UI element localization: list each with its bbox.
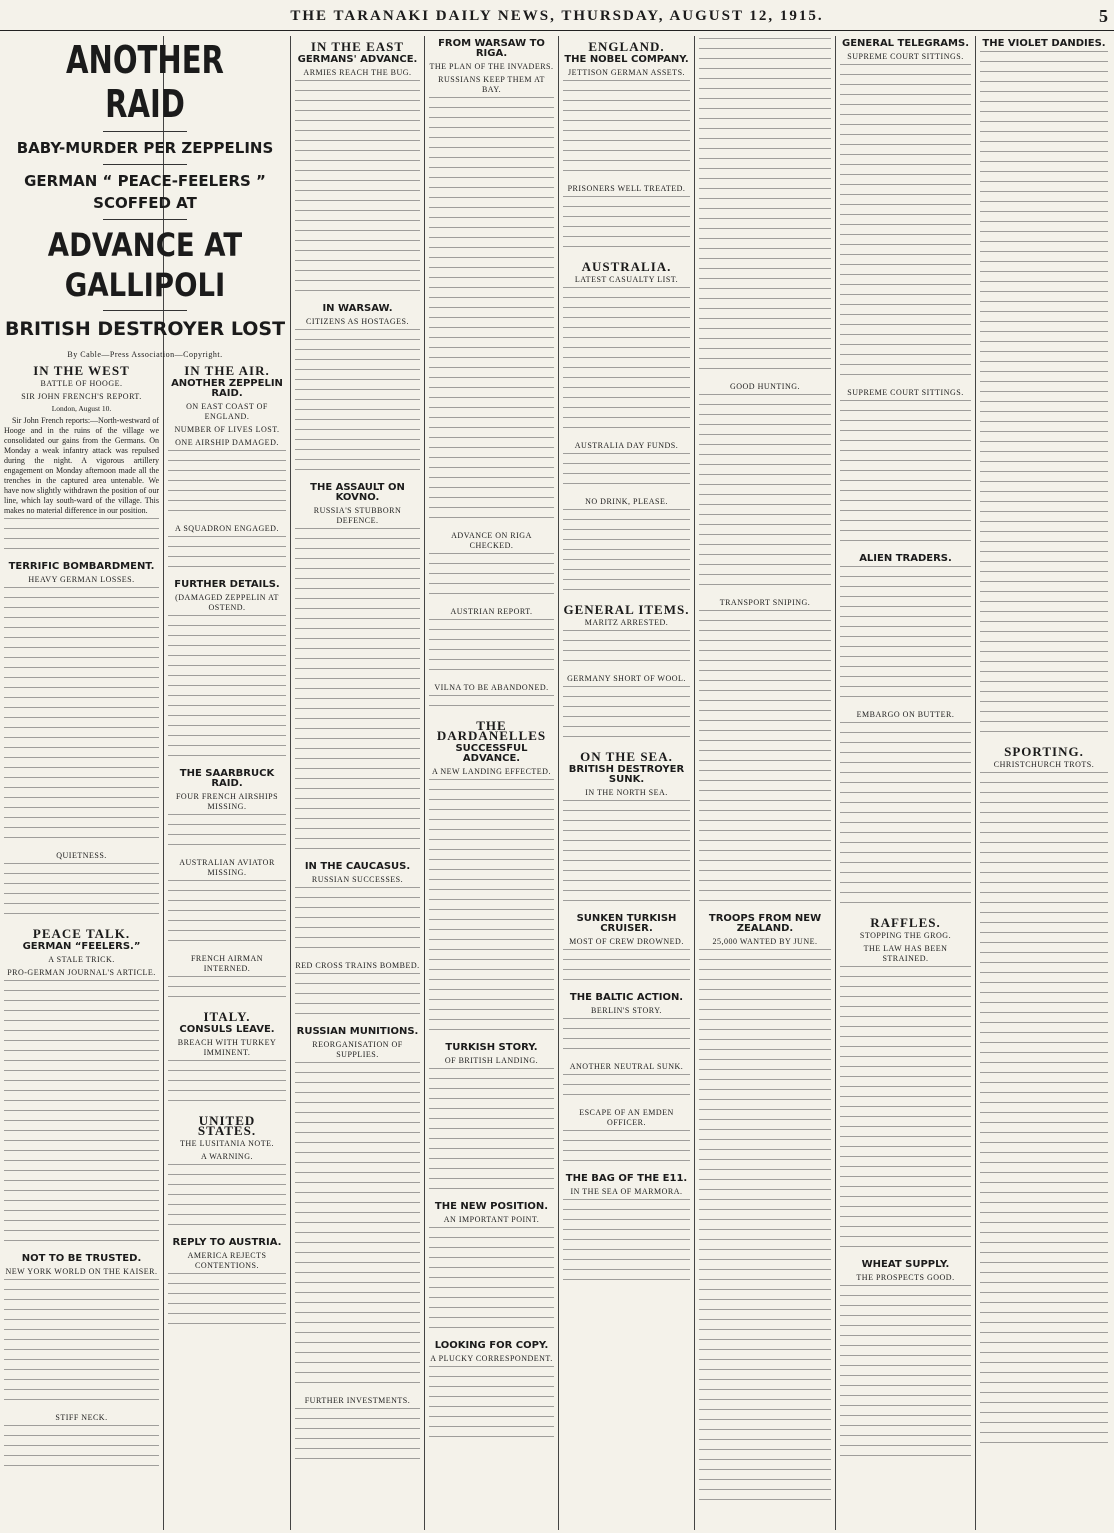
section-in-the-west: IN THE WEST: [33, 363, 130, 378]
sub-embargo: EMBARGO ON BUTTER.: [856, 710, 955, 719]
sub-wheat-supply: WHEAT SUPPLY.: [861, 1259, 950, 1270]
sub-heavy-losses: HEAVY GERMAN LOSSES.: [28, 575, 135, 584]
column-3: [295, 36, 420, 1530]
masthead: [0, 4, 1114, 31]
headline-sub-4: BRITISH DESTROYER LOST: [4, 318, 286, 340]
sub-successful: SUCCESSFUL ADVANCE.: [455, 743, 528, 764]
column-7: [840, 36, 971, 1530]
sub-not-trusted: NOT TO BE TRUSTED.: [21, 1253, 142, 1264]
sub-north-sea: IN THE NORTH SEA.: [585, 788, 668, 797]
credit-line: By Cable—Press Association—Copyright.: [67, 350, 223, 359]
sub-warsaw-riga: FROM WARSAW TO RIGA.: [438, 38, 545, 59]
column-6: [699, 36, 831, 1530]
sub-neutral: ANOTHER NEUTRAL SUNK.: [569, 1062, 684, 1071]
sub-lusitania: THE LUSITANIA NOTE.: [180, 1139, 274, 1148]
sub-caucasus: IN THE CAUCASUS.: [304, 861, 411, 872]
sub-troops-nz: TROOPS FROM NEW ZEALAND.: [708, 913, 822, 934]
column-4: [429, 36, 554, 1530]
section-in-the-air: IN THE AIR.: [184, 363, 270, 378]
sub-reorganisation: REORGANISATION OF SUPPLIES.: [312, 1040, 403, 1059]
sub-russian-successes: RUSSIAN SUCCESSES.: [311, 875, 404, 884]
sub-funds: AUSTRALIA DAY FUNDS.: [574, 441, 679, 450]
column-rule: [558, 36, 559, 1530]
sub-baltic: THE BALTIC ACTION.: [569, 992, 684, 1003]
sub-new-position: THE NEW POSITION.: [434, 1201, 549, 1212]
sub-general-telegrams: GENERAL TELEGRAMS.: [842, 38, 969, 49]
sub-supreme-court-2: SUPREME COURT SITTINGS.: [847, 388, 964, 397]
sub-vilna: VILNA TO BE ABANDONED.: [434, 683, 549, 692]
sub-saarbruck: THE SAARBRUCK RAID.: [179, 768, 275, 789]
sub-grog: STOPPING THE GROG.: [859, 931, 952, 940]
sub-french: SIR JOHN FRENCH'S REPORT.: [21, 392, 142, 401]
sub-emden: ESCAPE OF AN EMDEN OFFICER.: [579, 1108, 674, 1127]
sub-four-airships: FOUR FRENCH AIRSHIPS MISSING.: [175, 792, 279, 811]
sub-squadron: A SQUADRON ENGAGED.: [175, 524, 279, 533]
sub-transport-sniping: TRANSPORT SNIPING.: [719, 598, 811, 607]
section-in-the-east: IN THE EAST: [310, 39, 405, 54]
sub-consuls: CONSULS LEAVE.: [179, 1024, 275, 1035]
sub-zeppelin-raid: ANOTHER ZEPPELIN RAID.: [171, 378, 283, 399]
sub-prospects: THE PROSPECTS GOOD.: [856, 1273, 955, 1282]
headline-sub-3: ADVANCE AT GALLIPOLI: [47, 226, 243, 304]
sub-looking-copy: LOOKING FOR COPY.: [434, 1340, 549, 1351]
sub-british-landing: OF BRITISH LANDING.: [444, 1056, 539, 1065]
sub-germans-advance: GERMANS' ADVANCE.: [297, 54, 418, 65]
sub-kovno: THE ASSAULT ON KOVNO.: [310, 482, 405, 503]
sub-supreme-court: SUPREME COURT SITTINGS.: [847, 52, 964, 61]
sub-airship-damaged: ONE AIRSHIP DAMAGED.: [175, 438, 279, 447]
section-england: ENGLAND.: [588, 39, 665, 54]
sub-pro-german: PRO-GERMAN JOURNAL'S ARTICLE.: [7, 968, 156, 977]
sub-important: AN IMPORTANT POINT.: [443, 1215, 540, 1224]
column-rule: [694, 36, 695, 1530]
sub-east-coast: ON EAST COAST OF ENGLAND.: [186, 402, 268, 421]
section-peace-talk: PEACE TALK.: [32, 926, 131, 941]
sub-breach: BREACH WITH TURKEY IMMINENT.: [177, 1038, 277, 1057]
section-australia: AUSTRALIA.: [581, 259, 672, 274]
dateline: London, August 10.: [51, 404, 112, 413]
column-rule: [290, 36, 291, 1530]
sub-red-cross: RED CROSS TRAINS BOMBED.: [295, 961, 420, 970]
sub-crew-drowned: MOST OF CREW DROWNED.: [569, 937, 684, 946]
section-general-items: GENERAL ITEMS.: [563, 602, 690, 617]
sub-good-hunting: GOOD HUNTING.: [729, 382, 801, 391]
section-sporting: SPORTING.: [1004, 744, 1084, 759]
sub-turkish-story: TURKISH STORY.: [445, 1042, 538, 1053]
sub-in-warsaw: IN WARSAW.: [322, 303, 393, 314]
section-united-states: UNITED STATES.: [197, 1113, 257, 1138]
sub-aussie-aviator: AUSTRALIAN AVIATOR MISSING.: [179, 858, 275, 877]
sub-turkish-cruiser: SUNKEN TURKISH CRUISER.: [576, 913, 677, 934]
sub-hooge: BATTLE OF HOOGE.: [40, 379, 123, 388]
sub-terrific: TERRIFIC BOMBARDMENT.: [8, 561, 155, 572]
sub-quietness: QUIETNESS.: [56, 851, 107, 860]
page-number: 5: [1099, 6, 1108, 26]
sub-wool: GERMANY SHORT OF WOOL.: [567, 674, 686, 683]
sub-munitions: RUSSIAN MUNITIONS.: [296, 1026, 419, 1037]
sub-airman-interned: FRENCH AIRMAN INTERNED.: [190, 954, 264, 973]
sub-casualty: LATEST CASUALTY LIST.: [574, 275, 679, 284]
column-1: [4, 360, 159, 1530]
sub-maritz: MARITZ ARRESTED.: [584, 618, 669, 627]
sub-christchurch-trots: CHRISTCHURCH TROTS.: [993, 760, 1095, 769]
column-rule: [424, 36, 425, 1530]
sub-austrian: AUSTRIAN REPORT.: [450, 607, 533, 616]
headline-sub-1: BABY-MURDER PER ZEPPELINS: [16, 139, 274, 157]
sub-rejects: AMERICA REJECTS CONTENTIONS.: [187, 1251, 267, 1270]
section-on-the-sea: ON THE SEA.: [580, 749, 673, 764]
sub-new-landing: A NEW LANDING EFFECTED.: [432, 767, 551, 776]
column-5: [563, 36, 690, 1530]
sub-stubborn: RUSSIA'S STUBBORN DEFENCE.: [313, 506, 402, 525]
sub-violet-dandies: THE VIOLET DANDIES.: [982, 38, 1106, 49]
sub-ny-world: NEW YORK WORLD ON THE KAISER.: [5, 1267, 158, 1276]
sub-bag-e11: THE BAG OF THE E11.: [565, 1173, 688, 1184]
sub-jettison: JETTISON GERMAN ASSETS.: [567, 68, 686, 77]
sub-reach-bug: ARMIES REACH THE BUG.: [303, 68, 412, 77]
sub-berlin: BERLIN'S STORY.: [591, 1006, 662, 1015]
sub-law-strained: THE LAW HAS BEEN STRAINED.: [863, 944, 948, 963]
sub-wanted-june: 25,000 WANTED BY JUNE.: [712, 937, 818, 946]
sub-riga-checked: ADVANCE ON RIGA CHECKED.: [451, 531, 532, 550]
sub-nobel: THE NOBEL COMPANY.: [564, 54, 689, 65]
sub-lives-lost: NUMBER OF LIVES LOST.: [174, 425, 280, 434]
sub-investments: FURTHER INVESTMENTS.: [304, 1396, 411, 1405]
headline-main: ANOTHER RAID: [66, 38, 224, 126]
sub-alien-traders: ALIEN TRADERS.: [859, 553, 952, 564]
section-italy: ITALY.: [203, 1009, 251, 1024]
sub-warning: A WARNING.: [201, 1152, 253, 1161]
sub-at-bay: RUSSIANS KEEP THEM AT BAY.: [438, 75, 545, 94]
sub-feelers: GERMAN “FEELERS.”: [22, 941, 141, 952]
sub-hostages: CITIZENS AS HOSTAGES.: [306, 317, 409, 326]
masthead-title: THE TARANAKI DAILY NEWS, THURSDAY, AUGUST 12, 1915.: [290, 8, 824, 24]
sub-stale-trick: A STALE TRICK.: [48, 955, 115, 964]
sub-no-drink: NO DRINK, PLEASE.: [585, 497, 668, 506]
sub-destroyer-sunk: BRITISH DESTROYER SUNK.: [568, 764, 685, 785]
headline-sub-2: GERMAN “ PEACE-FEELERS ” SCOFFED AT: [24, 172, 266, 212]
sub-plucky: A PLUCKY CORRESPONDENT.: [430, 1354, 553, 1363]
sub-plan: THE PLAN OF THE INVADERS.: [429, 62, 554, 71]
section-raffles: RAFFLES.: [870, 915, 941, 930]
sub-marmora: IN THE SEA OF MARMORA.: [570, 1187, 683, 1196]
sub-prisoners: PRISONERS WELL TREATED.: [567, 184, 686, 193]
article-text: Sir John French reports:—North-westward of Hooge and in the ruins of the village we consolidated our gains from the Germans. On Monday a weak infantry attack was repulsed during the night. A vigorous artillery engagement on Monday afternoon made all the trenches in the captured area untenable. We have now slightly withdrawn the position of our line, which lay south-ward of the village. This makes no material difference in our position.: [4, 416, 159, 515]
column-rule: [975, 36, 976, 1530]
column-8: [980, 36, 1108, 1530]
column-2: [168, 360, 286, 1530]
sub-stiff-neck: STIFF NECK.: [55, 1413, 108, 1422]
column-rule: [835, 36, 836, 1530]
sub-further-details: FURTHER DETAILS.: [174, 579, 280, 590]
section-dardanelles: THE DARDANELLES: [436, 718, 547, 743]
sub-reply-austria: REPLY TO AUSTRIA.: [172, 1237, 282, 1248]
sub-damaged-zeppelin: (DAMAGED ZEPPELIN AT OSTEND.: [175, 593, 279, 612]
headline-block: [4, 38, 286, 361]
